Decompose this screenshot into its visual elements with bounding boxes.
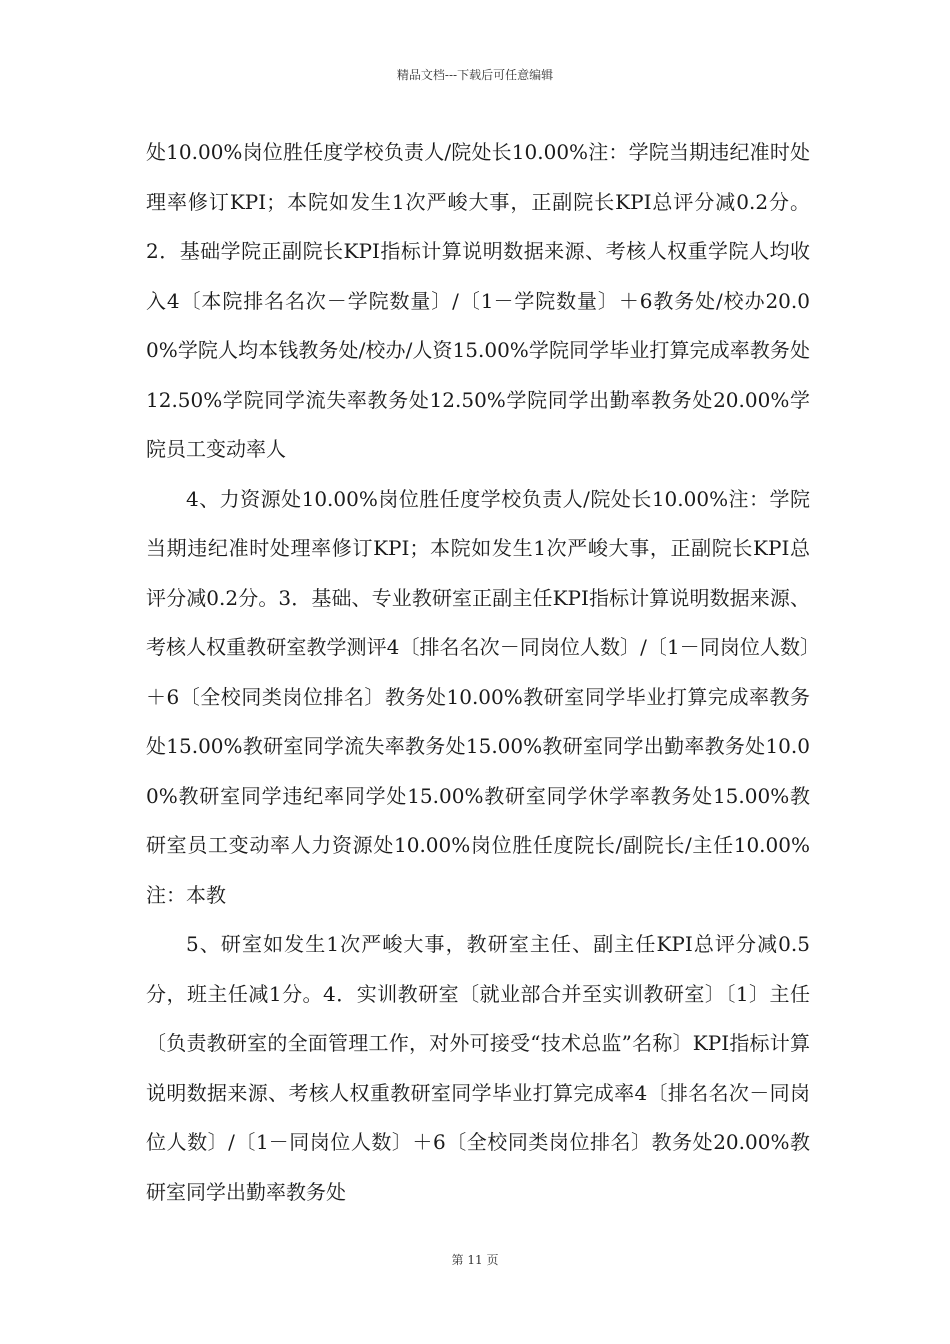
paragraph-2: 4、力资源处10.00%岗位胜任度学校负责人/院处长10.00%注：学院当期违纪准时处理率修订KPI；本院如发生1次严峻大事，正副院长KPI总评分减0.2分。3．基础、专业教研室正副主任KPI指标计算说明数据来源、考核人权重教研室教学测评4〔排名名次－同岗位人数〕/〔1－同岗位人数〕＋6〔全校同类岗位排名〕教务处10.00%教研室同学毕业打算完成率教务处15.00%教研室同学流失率教务处15.00%教研室同学出勤率教务处10.00%教研室同学违纪率同学处15.00%教研室同学休学率教务处15.00%教研室员工变动率人力资源处10.00%岗位胜任度院长/副院长/主任10.00%注：本教 [146,486,810,907]
page-number: 第 11 页 [451,1253,499,1267]
paragraph-3: 5、研室如发生1次严峻大事，教研室主任、副主任KPI总评分减0.5分，班主任减1分。4．实训教研室〔就业部合并至实训教研室〕〔1〕主任〔负责教研室的全面管理工作，对外可接受“技术总监”名称〕KPI指标计算说明数据来源、考核人权重教研室同学毕业打算完成率4〔排名名次－同岗位人数〕/〔1－同岗位人数〕＋6〔全校同类岗位排名〕教务处20.00%教研室同学出勤率教务处 [146,932,810,1204]
document-body [146,128,810,1217]
paragraph-1: 处10.00%岗位胜任度学校负责人/院处长10.00%注：学院当期违纪准时处理率修订KPI；本院如发生1次严峻大事，正副院长KPI总评分减0.2分。2．基础学院正副院长KPI指标计算说明数据来源、考核人权重学院人均收入4〔本院排名名次－学院数量〕/〔1－学院数量〕＋6教务处/校办20.00%学院人均本钱教务处/校办/人资15.00%学院同学毕业打算完成率教务处12.50%学院同学流失率教务处12.50%学院同学出勤率教务处20.00%学院员工变动率人 [146,140,810,461]
page-header: 精品文档---下载后可任意编辑 [396,68,554,82]
